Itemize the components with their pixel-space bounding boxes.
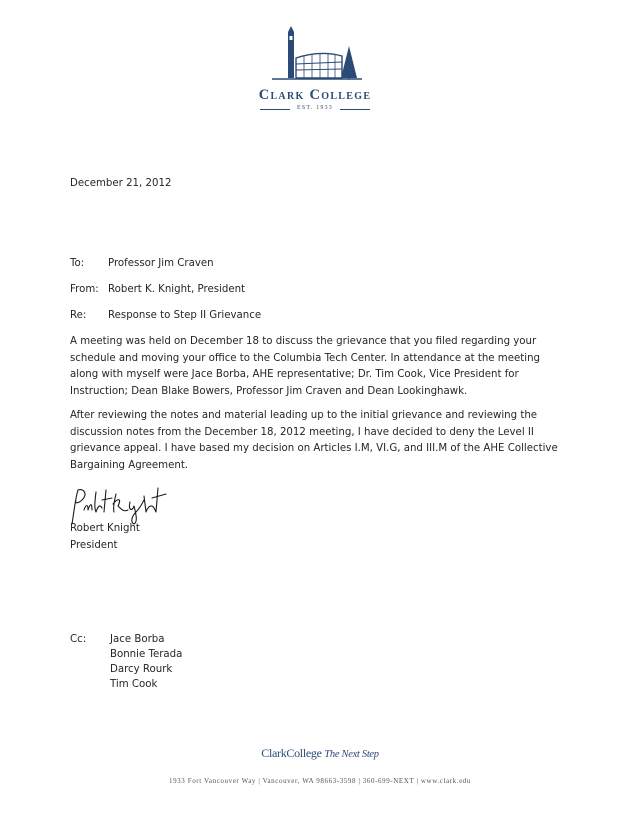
cc-recipient: Bonnie Terada <box>110 649 183 660</box>
handwritten-signature <box>66 486 176 526</box>
to-label: To: <box>70 258 85 269</box>
divider <box>340 109 370 110</box>
college-tower-building-icon <box>272 26 362 84</box>
footer-brand-name: ClarkCollege <box>261 746 322 760</box>
established-year: EST. 1933 <box>296 105 334 111</box>
footer-tagline: The Next Step <box>324 749 379 760</box>
body-paragraph-1: A meeting was held on December 18 to discuss the grievance that you filed regarding your schedule and moving your office to the Columbia Tech Center. In attendance at the meeting along with myself were Jace Borba, AHE representative; Dr. Tim Cook, Vice President for Instruction; Dean Blake Bowers, Professor Jim Craven and Dean Lookinghawk. <box>70 336 541 397</box>
letter-date: December 21, 2012 <box>70 178 172 189</box>
re-value: Response to Step II Grievance <box>108 310 262 321</box>
college-logo <box>248 26 382 118</box>
cc-recipient: Jace Borba <box>110 634 165 645</box>
footer-address: 1933 Fort Vancouver Way | Vancouver, WA 98663-3598 | 360-699-NEXT | www.clark.edu <box>168 777 472 785</box>
cc-label: Cc: <box>70 634 87 645</box>
cc-recipient: Darcy Rourk <box>110 664 173 675</box>
re-label: Re: <box>70 310 87 321</box>
footer-brand <box>0 746 640 761</box>
body-paragraph-2: After reviewing the notes and material leading up to the initial grievance and reviewing the discussion notes from the December 18, 2012 meeting, I have decided to deny the Level II grievance appeal. I have based my decision on Articles I.M, VI.G, and III.M of the AHE Collective Bargaining Agreement. <box>70 410 558 471</box>
college-name: Clark College <box>258 87 372 103</box>
signer-name: Robert Knight <box>70 523 140 534</box>
from-label: From: <box>70 284 99 295</box>
cc-recipient: Tim Cook <box>110 679 158 690</box>
to-value: Professor Jim Craven <box>108 258 214 269</box>
signer-title: President <box>70 540 118 551</box>
from-value: Robert K. Knight, President <box>108 284 246 295</box>
